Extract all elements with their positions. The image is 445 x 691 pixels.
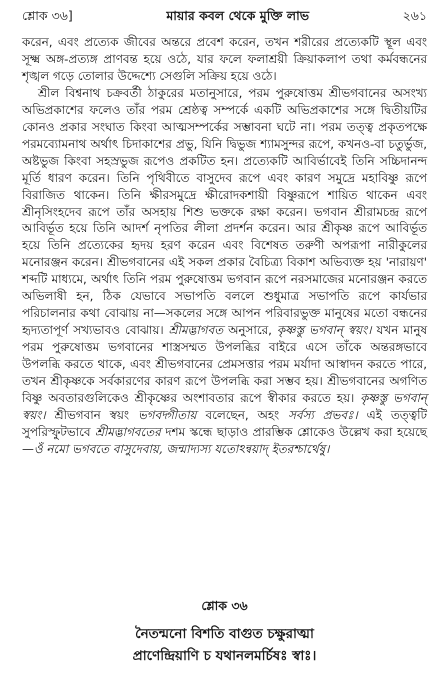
- running-header: [22, 6, 427, 30]
- italic-text: সর্বস্য প্রভবঃ।: [288, 407, 358, 422]
- italic-text: কৃষ্ণস্তু ভগবান্ স্বয়ং।: [276, 323, 372, 338]
- purport-body: [22, 34, 427, 458]
- text-run: যখন মানুষ পরম পুরুষোত্তম ভগবানের শাস্ত্রসম্মত উপলব্ধির বাইরে এসে তাঁকে অন্তরঙ্গভাবে উপলব্ধি করতে থাকে, এবং শ্রীভগবানের প্রেমসত্তার পরম মর্যাদা আস্বাদন করতে পারে, তখন শ্রীকৃষ্ণকে সর্বকারণের কারণ রূপে উপলব্ধি করা সম্ভব হয়। শ্রীভগবানের অগণিত বিষ্ণু অবতারগুলিকেও শ্রীকৃষ্ণের অংশাবতার রূপে স্বীকার করতে হয়।: [22, 323, 428, 406]
- text-run: শ্রীভগবান স্বয়ং: [54, 407, 130, 422]
- italic-text: ওঁ নমো ভগবতে বাসুদেবায়, জন্মাদ্যস্য যতোঽন্বয়াদ্ ইতরশ্চার্থেষু।: [33, 441, 330, 456]
- paragraph-main: [22, 85, 427, 458]
- italic-text: ভগবদ্গীতায়: [137, 407, 197, 422]
- italic-text: শ্রীমদ্ভাগবত: [168, 323, 224, 338]
- text-run: এই তত্ত্বটি সুপরিস্ফুটভাবে: [22, 407, 428, 439]
- verse-number: শ্লোক ৩৬: [201, 598, 248, 613]
- verse-line-1: নৈতন্মনো বিশতি বাগুত চক্ষুরাত্মা: [135, 626, 314, 642]
- italic-text: শ্রীমদ্ভাগবতের: [94, 424, 161, 439]
- text-run: দশম স্কন্ধে ছাড়াও প্রারম্ভিক শ্লোকেও উল্লেখ করা হয়েছে—: [22, 424, 427, 456]
- verse-block: [22, 598, 427, 667]
- text-run: অনুসারে,: [228, 323, 272, 338]
- header-chapter-title: মায়ার কবল থেকে মুক্তি লাভ: [166, 8, 310, 23]
- text-run: শ্রীল বিশ্বনাথ চক্রবর্তী ঠাকুরের মতানুসারে, পরম পুরুষোত্তম শ্রীভগবানের অসংখ্য অভিপ্রকাশের ফলেও তাঁর পরম শ্রেষ্ঠত্ব সম্পর্কে একটি অভিপ্রকাশের সঙ্গে দ্বিতীয়টির কোনও প্রকার সংঘাত কিংবা আত্মসম্পর্কের সম্ভাবনা ঘটে না। পরম তত্ত্ব প্রকৃতপক্ষে পরমব্যোমনাথ অর্থাৎ চিদাকাশের প্রভু, যিনি দ্বিভুজ শ্যামসুন্দর রূপে, কখনও-বা চতুর্ভুজ, অষ্টভুজ কিংবা সহস্রভুজ রূপেও প্রকটিত হন। প্রত্যেকটি আবির্ভাবেই তিনি সচ্চিদানন্দ মূর্তি ধারণ করেন। তিনি পৃথিবীতে বাসুদেব রূপে এবং কারণ সমুদ্রে মহাবিষ্ণু রূপে বিরাজিত থাকেন। তিনি ক্ষীরসমুদ্রে ক্ষীরোদকশায়ী বিষ্ণুরূপে শায়িত থাকেন এবং শ্রীনৃসিংহদেব রূপে তাঁর অসহায় শিশু ভক্তকে রক্ষা করেন। ভগবান শ্রীরামচন্দ্র রূপে আবির্ভূত হয়ে তিনি আদর্শ নৃপতির লীলা প্রদর্শন করেন। আর শ্রীকৃষ্ণ রূপে আবির্ভূত হয়ে তিনি প্রত্যেকের হৃদয় হরণ করেন এবং বিশেষত তরুণী অপরূপা নারীকুলের মনোরঞ্জন করেন। শ্রীভগবানের এই সকল প্রকার বৈচিত্র্য বিকাশ অভিব্যক্ত হয় 'নারায়ণ' শব্দটি মাধ্যমে, অর্থাৎ তিনি পরম পুরুষোত্তম ভগবান রূপে নরসমাজের মনোরঞ্জন করতে অভিলাষী হন, ঠিক যেভাবে সভাপতি বললে শুধুমাত্র সভাপতি রূপে কার্যভার পরিচালনার কথা বোঝায় না—সকলের সঙ্গে আপন পরিবারভুক্ত মানুষের মতো বন্ধনের হৃদ্যতাপূর্ণ সখ্যভাবও বোঝায়।: [22, 85, 427, 338]
- text-run: বলেছেন, অহং: [205, 407, 280, 422]
- header-verse-ref: শ্লোক ৩৬]: [22, 8, 73, 23]
- header-page-number: ২৬১: [402, 8, 427, 23]
- paragraph-continuation: করেন, এবং প্রত্যেক জীবের অন্তরে প্রবেশ করেন, তখন শরীরের প্রত্যেকটি স্থূল এবং সূক্ষ্ম অঙ্গ-প্রত্যঙ্গ প্রাণবন্ত হয়ে ওঠে, যার ফলে ফলাশ্রয়ী ক্রিয়াকলাপ তথা কর্মবন্ধনের শৃঙ্খল গড়ে তোলার উদ্দেশ্যে সেগুলি সক্রিয় হয়ে ওঠে।: [22, 35, 427, 83]
- verse-line-2: প্রাণেন্দ্রিয়াণি চ যথানলমর্চিষঃ স্বাঃ।: [132, 648, 317, 664]
- italic-text: কৃষ্ণস্তু ভগবান্ স্বয়ং।: [22, 391, 427, 422]
